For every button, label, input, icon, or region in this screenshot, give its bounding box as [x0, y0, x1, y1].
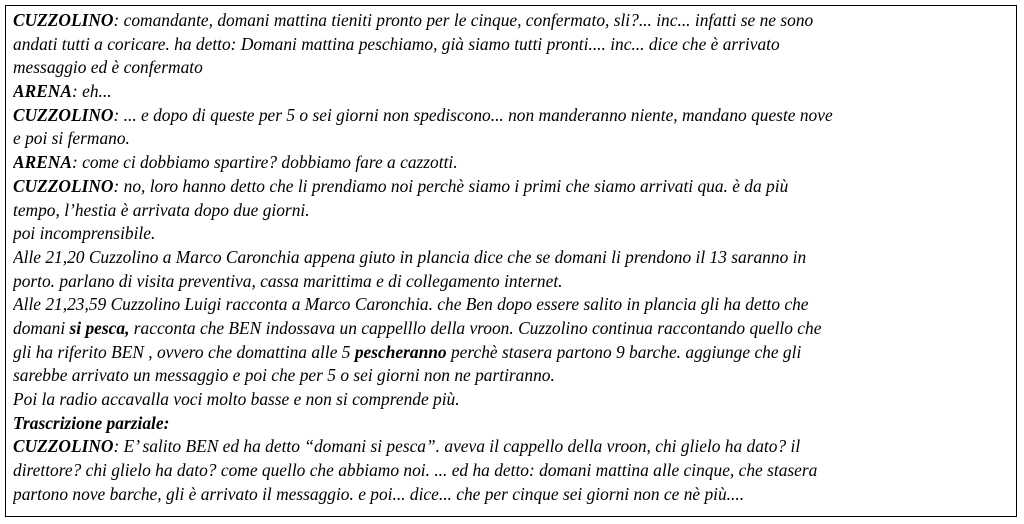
- transcript-line: [13, 388, 1010, 412]
- line-text: : come ci dobbiamo spartire? dobbiamo fare a cazzotti.: [71, 152, 458, 173]
- line-text: Poi la radio accavalla voci molto basse e non si comprende più.: [13, 389, 460, 409]
- line-text: andati tutti a coricare. ha detto: Domani mattina peschiamo, già siamo tutti pronti.... inc... dice che è arrivato: [13, 33, 780, 54]
- line-text: e poi si fermano.: [13, 128, 130, 149]
- line-text: partono nove barche, gli è arrivato il messaggio. e poi... dice... che per cinque sei giorni non ce nè più....: [13, 483, 745, 504]
- transcript-line: [13, 435, 1010, 459]
- line-text: tempo, l’hestia è arrivata dopo due giorni.: [13, 199, 310, 220]
- line-text: : eh...: [71, 81, 112, 102]
- emphasis-text: si pesca,: [69, 317, 130, 338]
- speaker-name: ARENA: [13, 152, 72, 173]
- transcript-line: [13, 364, 1010, 388]
- transcript-line: [13, 9, 1010, 33]
- transcript-line: [13, 127, 1010, 151]
- transcript-box: [5, 5, 1017, 517]
- transcript-line: [13, 341, 1010, 365]
- speaker-name: ARENA: [13, 81, 72, 102]
- line-text: Alle 21,20 Cuzzolino a Marco Caronchia appena giuto in plancia dice che se domani li prendono il 13 saranno in: [13, 246, 807, 267]
- transcript-line: [13, 459, 1010, 483]
- line-text: poi incomprensibile.: [13, 223, 156, 244]
- transcript-line: [13, 80, 1010, 104]
- line-text: gli ha riferito BEN , ovvero che domattina alle 5: [13, 341, 355, 362]
- transcript-line: [13, 246, 1010, 270]
- transcript-line: [13, 151, 1010, 175]
- transcript-line: [13, 175, 1010, 199]
- transcript-line: [13, 293, 1010, 317]
- line-text: messaggio ed è confermato: [13, 57, 203, 78]
- line-text: perchè stasera partono 9 barche. aggiunge che gli: [446, 341, 802, 362]
- line-text: sarebbe arrivato un messaggio e poi che per 5 o sei giorni non ne partiranno.: [13, 365, 555, 386]
- transcript-line: [13, 33, 1010, 57]
- line-text: racconta che BEN indossava un cappelllo della vroon. Cuzzolino continua raccontando quello che: [129, 317, 822, 338]
- speaker-name: CUZZOLINO: [13, 104, 114, 125]
- transcript-line: [13, 317, 1010, 341]
- line-text: : E’ salito BEN ed ha detto “domani si pesca”. aveva il cappello della vroon, chi glielo ha dato? il: [113, 436, 801, 457]
- section-heading: Trascrizione parziale:: [13, 412, 170, 433]
- transcript-line: [13, 412, 1010, 436]
- transcript-line: [13, 222, 1010, 246]
- line-text: : comandante, domani mattina tieniti pronto per le cinque, confermato, sli?... inc... infatti se ne sono: [113, 10, 814, 30]
- transcript-line: [13, 199, 1010, 223]
- line-text: : no, loro hanno detto che li prendiamo noi perchè siamo i primi che siamo arrivati qua. è da più: [113, 175, 789, 196]
- speaker-name: CUZZOLINO: [13, 175, 114, 196]
- line-text: porto. parlano di visita preventiva, cassa marittima e di collegamento internet.: [13, 270, 563, 291]
- speaker-name: CUZZOLINO: [13, 10, 114, 30]
- transcript-line: [13, 56, 1010, 80]
- line-text: : ... e dopo di queste per 5 o sei giorni non spediscono... non manderanno niente, mandano queste nove: [113, 104, 833, 125]
- transcript-line: [13, 270, 1010, 294]
- transcript-line: [13, 483, 1010, 507]
- line-text: direttore? chi glielo ha dato? come quello che abbiamo noi. ... ed ha detto: domani mattina alle cinque, che stasera: [13, 460, 818, 481]
- line-text: Alle 21,23,59 Cuzzolino Luigi racconta a Marco Caronchia. che Ben dopo essere salito in plancia gli ha detto che: [13, 294, 809, 315]
- transcript-line: [13, 104, 1010, 128]
- line-text: domani: [13, 317, 70, 338]
- speaker-name: CUZZOLINO: [13, 436, 114, 457]
- emphasis-text: pescheranno: [354, 341, 447, 362]
